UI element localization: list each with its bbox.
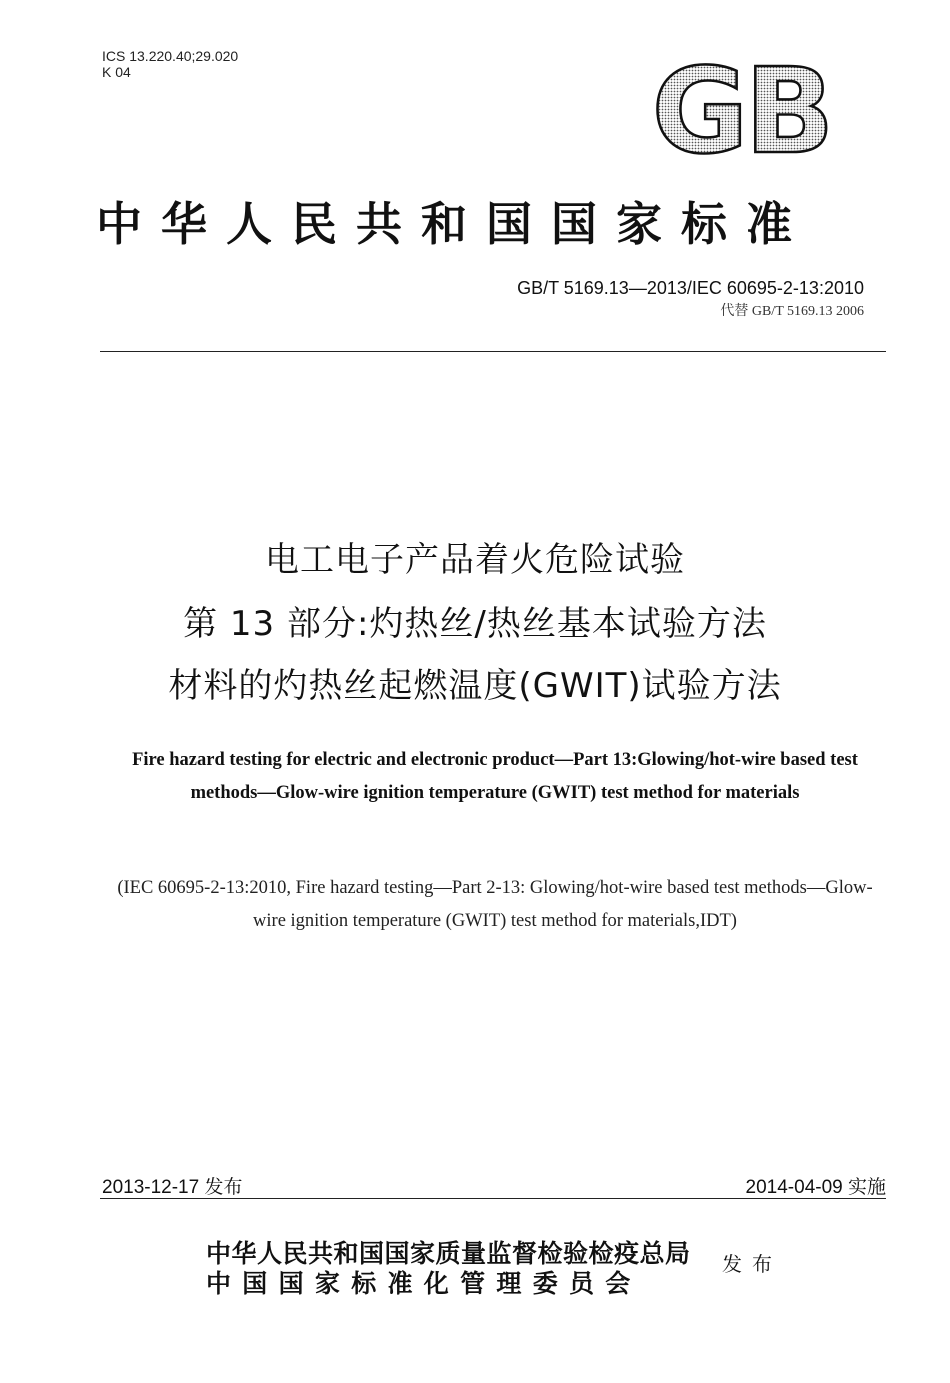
national-standard-heading: 中华人民共和国国家标准: [96, 197, 811, 251]
gb-logo-graphic: [646, 60, 836, 160]
standard-number: GB/T 5169.13—2013/IEC 60695-2-13:2010: [517, 278, 864, 298]
cn-title-line3: 材料的灼热丝起燃温度(GWIT)试验方法: [168, 666, 782, 706]
classification-codes: [102, 48, 238, 80]
gb-logo-letters: GB: [651, 60, 831, 160]
cn-title-line1: 电工电子产品着火危险试验: [265, 540, 685, 580]
bottom-divider: [100, 1198, 886, 1199]
publish-date: 2013-12-17 发布: [102, 1177, 243, 1198]
english-title: Fire hazard testing for electric and electronic product—Part 13:Glowing/hot-wire based test methods—Glow-wire ignition temperature (GWIT) test method for materials: [132, 750, 858, 803]
top-divider: [100, 351, 886, 352]
iec-reference: (IEC 60695-2-13:2010, Fire hazard testing—Part 2-13: Glowing/hot-wire based test methods—Glow-wire ignition temperature (GWIT) test method for materials,IDT): [117, 878, 873, 931]
ics-code: ICS 13.220.40;29.020: [102, 48, 239, 64]
ccs-code: K 04: [102, 64, 131, 80]
gb-logo: [646, 60, 836, 160]
replaces-standard: 代替 GB/T 5169.13 2006: [720, 304, 864, 319]
implementation-date: 2014-04-09 实施: [745, 1177, 886, 1198]
publisher-aqsiq: 中华人民共和国国家质量监督检验检疫总局: [206, 1239, 691, 1268]
publisher-sac: 中国国家标准化管理委员会: [206, 1269, 642, 1298]
issued-label: 发布: [722, 1252, 782, 1276]
cn-title-line2: 第 13 部分:灼热丝/热丝基本试验方法: [183, 604, 767, 644]
